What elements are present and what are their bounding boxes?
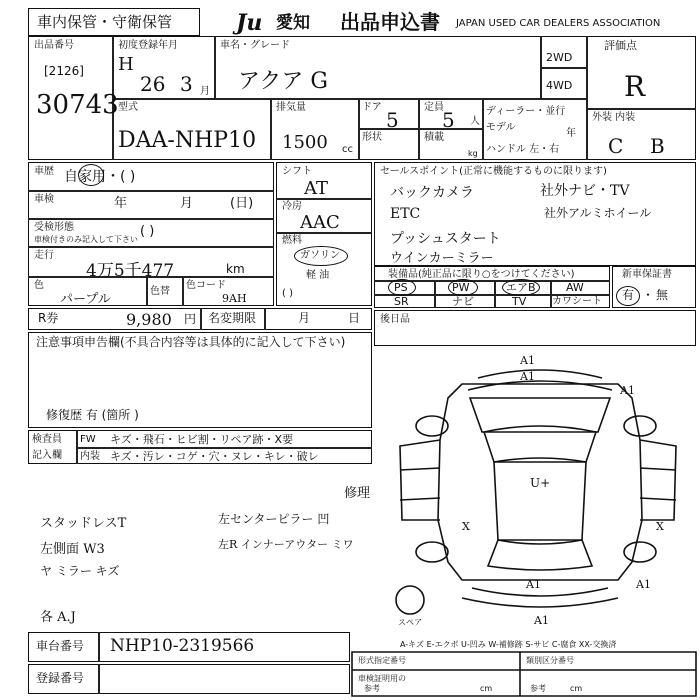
drive-4wd: 4WD (546, 79, 573, 92)
color-repaint: 色替 (150, 286, 170, 297)
equip-pw: PW (452, 281, 470, 294)
note-rear-outer: 左R インナーアウター ミワ (218, 538, 354, 551)
color-code: 9AH (222, 292, 247, 305)
lot-label: 出品番号 (34, 40, 74, 51)
inspector-fw-items: キズ・飛石・ヒビ割・リペア跡・X要 (110, 433, 294, 446)
association-name: JAPAN USED CAR DEALERS ASSOCIATION (456, 18, 661, 29)
inspector-fw: FW (80, 434, 96, 445)
equip-seat: カワシート (552, 296, 602, 307)
load-unit: kg (468, 149, 478, 158)
selling-point-4: ウインカーミラー (390, 251, 494, 266)
mark-front-right: A1 (620, 384, 635, 397)
mark-right: X (656, 520, 664, 533)
mark-left: X (462, 520, 470, 533)
equip-airbag: エアB (506, 281, 536, 294)
doors-label: ドア (362, 102, 382, 113)
selling-points-label: セールスポイント(正常に機能するものに限ります) (380, 166, 607, 177)
color-value: パープル (60, 292, 111, 307)
equipment-label: 装備品(純正品に限り○をつけてください) (388, 269, 575, 280)
exterior-grade: C (608, 134, 624, 158)
footer-type-label: 形式指定番号 (358, 656, 406, 665)
dealer-model-label: モデル (486, 122, 516, 133)
equip-ps: PS (394, 281, 408, 294)
shift-label: シフト (282, 166, 312, 177)
footer-class-label: 類別区分番号 (526, 656, 574, 665)
equip-tv: TV (512, 295, 527, 308)
reg-number-label: 登録番号 (36, 671, 85, 685)
received-label: 受検形態 (34, 222, 74, 233)
aircon-label: 冷房 (282, 201, 302, 212)
selling-point-3: プッシュスタート (390, 231, 501, 247)
inspector-label-1: 検査員 (32, 434, 62, 445)
first-reg-label: 初度登録年月 (118, 40, 178, 51)
capacity-value: 5 (442, 108, 455, 132)
model-value: DAA-NHP10 (118, 128, 257, 153)
car-name-value: アクア G (238, 69, 328, 94)
notes-label: 注意事項申告欄(不具合内容等は具体的に記入して下さい) (36, 335, 346, 349)
fuel-paren: ( ) (282, 288, 293, 299)
warranty-label: 新車保証書 (622, 269, 672, 280)
first-reg-era: H (118, 54, 134, 75)
selling-point-5: 社外ナビ・TV (540, 183, 630, 199)
note-side: 左側面 W3 (40, 542, 105, 557)
footer-cm-1: cm (480, 684, 493, 693)
drive-2wd: 2WD (546, 51, 573, 64)
inspection-day: (日) (230, 196, 254, 211)
inspector-interior: 内装 (80, 451, 100, 462)
equip-aw: AW (566, 281, 584, 294)
dealer-label: ディーラー・並行 (486, 106, 566, 117)
mark-front-2: A1 (520, 370, 535, 383)
mark-rear-right: A1 (636, 578, 651, 591)
inspection-label: 車検 (34, 194, 54, 205)
mark-front: A1 (520, 354, 535, 367)
recycle-label: R券 (38, 311, 59, 325)
car-name-label: 車名・グレード (220, 40, 290, 51)
history-label: 車歴 (34, 166, 54, 177)
interior-grade: B (650, 134, 665, 158)
mark-rear: A1 (526, 578, 541, 591)
received-paren: ( ) (140, 224, 155, 239)
recycle-unit: 円 (184, 312, 197, 326)
inspection-year: 年 (114, 196, 128, 211)
received-note: 車検付きのみ記入して下さい (34, 235, 138, 244)
rating-value: R (624, 70, 646, 103)
chassis-label: 車台番号 (36, 639, 85, 653)
fuel-gasoline: ガソリン (300, 250, 340, 261)
damage-legend: A-キズ E-エクボ U-凹み W-補修跡 S-サビ C-腐食 XX-交換済 (400, 640, 617, 649)
mileage-unit: km (226, 262, 245, 276)
note-each: 各 A.J (40, 610, 76, 625)
name-change-label: 名変期限 (208, 311, 257, 325)
shift-value: AT (304, 178, 329, 199)
mark-roof: U+ (530, 476, 551, 490)
note-mirror: ヤ ミラー キズ (40, 564, 120, 578)
lot-number: 30743 (36, 90, 119, 120)
first-reg-year: 26 (140, 72, 166, 96)
rear-items-label: 後日品 (380, 314, 410, 325)
shape-label: 形状 (362, 132, 382, 143)
mileage-value: 4万5千477 (86, 261, 175, 281)
note-repair: 修理 (344, 486, 371, 501)
aircon-value: AAC (300, 212, 340, 233)
displacement-label: 排気量 (276, 102, 306, 113)
load-label: 積載 (424, 132, 444, 143)
equip-navi: ナビ (452, 295, 474, 308)
warranty-yes: 有 (622, 288, 635, 302)
form-title: 出品申込書 (340, 10, 440, 34)
selling-point-1: バックカメラ (390, 185, 474, 201)
spare-label: スペア (398, 618, 422, 627)
displacement-value: 1500 (282, 132, 328, 153)
repair-history: 修復歴 有 (箇所 ) (46, 408, 139, 422)
rating-label: 評価点 (604, 39, 637, 52)
storage-label: 車内保管・守衛保管 (37, 13, 173, 31)
name-change-month: 月 (298, 311, 311, 325)
note-studless: スタッドレスT (40, 516, 127, 531)
chassis-value: NHP10-2319566 (110, 636, 255, 656)
fuel-light-oil: 軽 油 (306, 270, 330, 281)
ju-logo: Ju (236, 10, 263, 36)
displacement-unit: cc (342, 144, 353, 155)
dealer-handle: ハンドル 左・右 (486, 144, 560, 155)
capacity-unit: 人 (470, 116, 480, 127)
note-pillar: 左センターピラー 凹 (218, 512, 330, 526)
fuel-label: 燃料 (282, 235, 302, 246)
history-value: 自家用・( ) (64, 169, 136, 185)
dealer-year-unit: 年 (566, 128, 576, 139)
footer-ref-2: 参考 (530, 684, 546, 693)
capacity-label: 定員 (424, 102, 444, 113)
doors-value: 5 (386, 108, 399, 132)
color-label: 色 (34, 280, 44, 291)
inspection-month: 月 (180, 196, 194, 211)
model-label: 型式 (118, 102, 138, 113)
warranty-no: 無 (656, 288, 669, 302)
first-reg-month: 3 (180, 72, 193, 96)
inspector-label-2: 記入欄 (32, 450, 62, 461)
footer-ref-1: 参考 (364, 684, 380, 693)
recycle-value: 9,980 (126, 310, 172, 329)
name-change-day: 日 (348, 311, 361, 325)
footer-cm-2: cm (570, 684, 583, 693)
selling-point-6: 社外アルミホイール (544, 206, 652, 220)
inspector-in-items: キズ・汚レ・コゲ・穴・ヌレ・キレ・破レ (110, 450, 319, 463)
brand-name: 愛知 (276, 13, 310, 33)
color-code-label: 色コード (186, 280, 226, 291)
lot-sub-number: [2126] (44, 64, 84, 78)
equip-sr: SR (394, 295, 409, 308)
exterior-interior-label: 外装 内装 (592, 112, 636, 123)
mark-rear-bumper: A1 (534, 614, 549, 627)
first-reg-month-unit: 月 (200, 86, 210, 97)
selling-point-2: ETC (390, 206, 421, 222)
footer-reg-cert: 車検証明用の (358, 674, 406, 683)
mileage-label: 走行 (34, 250, 54, 261)
